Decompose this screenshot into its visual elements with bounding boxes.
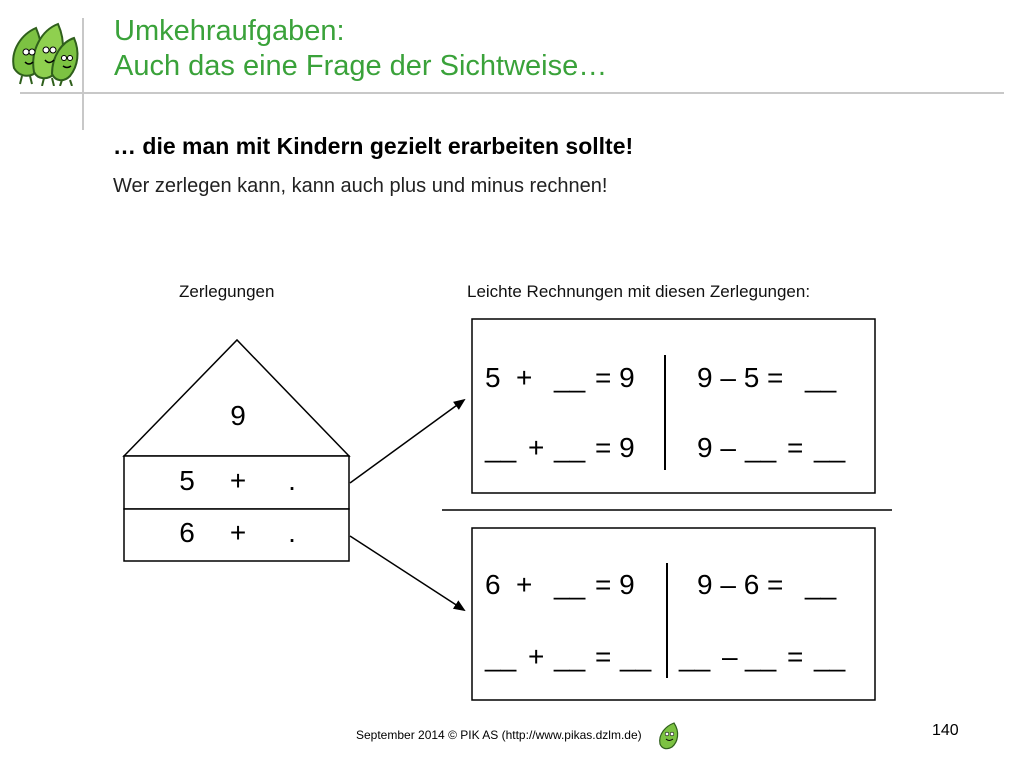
box1-r1-op: + [516, 362, 533, 393]
box2-r1-result: = 9 [595, 569, 635, 600]
page-number: 140 [932, 722, 959, 739]
box1-r2-minus-blank-b: __ [814, 432, 846, 463]
box2-r2-blank-e: __ [745, 641, 777, 672]
roof-number: 9 [230, 400, 246, 431]
box1-r2-minus: 9 – [697, 432, 736, 463]
box1-r1-result: = 9 [595, 362, 635, 393]
box1-r1-a: 5 [485, 362, 501, 393]
box2-row2-left [484, 641, 652, 672]
box2-r2-blank-d: __ [679, 641, 711, 672]
box2-r1-minus-eq: 9 – 6 = [697, 569, 784, 600]
equation-box-2 [472, 528, 875, 700]
row2-blank: . [288, 517, 296, 548]
box2-r1-minus-blank: __ [805, 569, 837, 600]
slide-subtitle: … die man mit Kindern gezielt erarbeiten sollte! [113, 133, 634, 159]
box1-r1-minus-blank: __ [805, 362, 837, 393]
footer-credit: September 2014 © PIK AS (http://www.pikas.dzlm.de) [356, 728, 642, 742]
arrow-to-box-1 [350, 400, 464, 483]
title-line-1: Umkehraufgaben: [114, 15, 345, 47]
box1-row2-left [484, 432, 635, 463]
box2-r2-eq2: = [787, 641, 804, 672]
house-roof [124, 340, 349, 456]
box1-r2-blank-a: __ [485, 432, 517, 463]
row2-number: 6 [179, 517, 195, 548]
box2-r1-a: 6 [485, 569, 501, 600]
box2-r2-op: + [528, 641, 545, 672]
box2-r1-op: + [516, 569, 533, 600]
box2-r2-blank-b: __ [554, 641, 586, 672]
tagline: Wer zerlegen kann, kann auch plus und minus rechnen! [113, 175, 608, 197]
box2-r2-blank-f: __ [814, 641, 846, 672]
box1-row1-right [697, 362, 837, 393]
footer-leaf-icon [654, 720, 686, 750]
box1-r2-op: + [528, 432, 545, 463]
box1-r2-eq: = [787, 432, 804, 463]
box1-row2-right [697, 432, 846, 463]
box1-r2-blank-b: __ [554, 432, 586, 463]
box1-r1-blank: __ [554, 362, 586, 393]
row1-number: 5 [179, 465, 195, 496]
title-line-2: Auch das eine Frage der Sichtweise… [114, 50, 608, 82]
box2-r2-blank-a: __ [485, 641, 517, 672]
row2-plus: + [229, 517, 247, 548]
caption-zerlegungen: Zerlegungen [179, 282, 275, 301]
box1-r2-minus-blank-a: __ [745, 432, 777, 463]
box1-r1-minus-eq: 9 – 5 = [697, 362, 784, 393]
box2-r2-blank-c: __ [620, 641, 652, 672]
caption-leichte-rechnungen: Leichte Rechnungen mit diesen Zerlegungen: [467, 282, 811, 301]
row1-plus: + [229, 465, 247, 496]
box2-r2-minus: – [722, 641, 738, 672]
box2-r1-blank: __ [554, 569, 586, 600]
box2-row1-right [697, 569, 837, 600]
box2-row2-right [678, 641, 846, 672]
box1-r2-result: = 9 [595, 432, 635, 463]
equation-box-1 [472, 319, 875, 493]
row1-blank: . [288, 465, 296, 496]
box2-r2-eq: = [595, 641, 612, 672]
arrow-to-box-2 [350, 536, 464, 610]
